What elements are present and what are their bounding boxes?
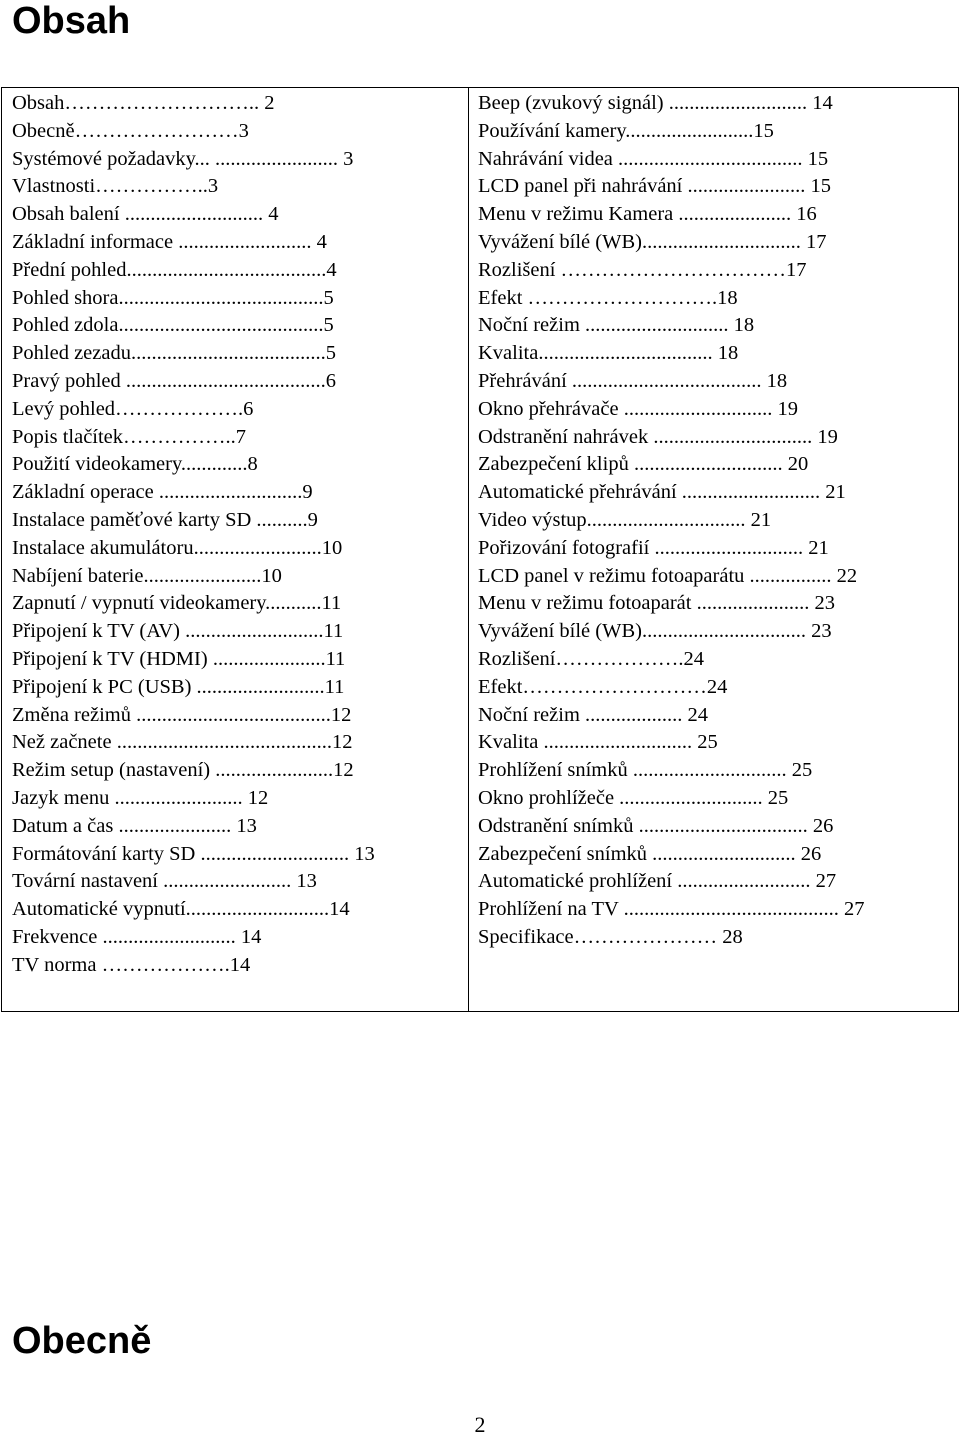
toc-entry[interactable]: Okno přehrávače ............................. 19 bbox=[478, 397, 798, 420]
toc-entry[interactable]: Prohlížení snímků .............................. 25 bbox=[478, 759, 813, 782]
toc-entry[interactable]: Odstranění nahrávek ............................... 19 bbox=[478, 425, 838, 448]
toc-entry[interactable]: Automatické prohlížení .......................... 27 bbox=[478, 870, 837, 893]
toc-entry[interactable]: Pohled zezadu......................................5 bbox=[12, 342, 336, 365]
toc-entry[interactable]: Základní informace .......................... 4 bbox=[12, 230, 327, 253]
column-divider bbox=[468, 88, 469, 1011]
toc-entry[interactable]: Noční režim ................... 24 bbox=[478, 703, 709, 726]
toc-entry[interactable]: Vyvážení bílé (WB)............................... 17 bbox=[478, 230, 827, 253]
toc-entry[interactable]: Používání kamery.........................15 bbox=[478, 119, 774, 142]
toc-entry[interactable]: Obsah……………………….. 2 bbox=[12, 92, 275, 114]
toc-entry[interactable]: Rozlišení……………….24 bbox=[478, 647, 705, 670]
toc-entry[interactable]: Pohled shora........................................5 bbox=[12, 286, 334, 309]
toc-entry[interactable]: Efekt………………………24 bbox=[478, 675, 728, 698]
toc-entry[interactable]: Pohled zdola........................................5 bbox=[12, 314, 334, 337]
toc-right-column bbox=[478, 90, 948, 952]
toc-entry[interactable]: Režim setup (nastavení) .......................12 bbox=[12, 759, 354, 782]
toc-entry[interactable]: Frekvence .......................... 14 bbox=[12, 925, 262, 948]
toc-entry[interactable]: Přehrávání ..................................... 18 bbox=[478, 369, 788, 392]
toc-entry[interactable]: Použití videokamery.............8 bbox=[12, 453, 258, 476]
toc-entry[interactable]: Beep (zvukový signál) ........................... 14 bbox=[478, 92, 833, 114]
toc-entry[interactable]: Odstranění snímků ................................. 26 bbox=[478, 814, 834, 837]
section-heading: Obecně bbox=[12, 1320, 152, 1362]
toc-entry[interactable]: Vlastnosti……………..3 bbox=[12, 175, 219, 198]
toc-entry[interactable]: Prohlížení na TV .......................................... 27 bbox=[478, 898, 865, 921]
toc-entry[interactable]: Systémové požadavky... ........................ 3 bbox=[12, 147, 354, 170]
toc-entry[interactable]: Připojení k TV (AV) ...........................11 bbox=[12, 620, 344, 643]
toc-entry[interactable]: Zapnutí / vypnutí videokamery...........11 bbox=[12, 592, 342, 615]
toc-entry[interactable]: Připojení k TV (HDMI) ......................11 bbox=[12, 647, 346, 670]
toc-entry[interactable]: Efekt ……………………….18 bbox=[478, 286, 738, 309]
toc-entry[interactable]: Specifikace………………… 28 bbox=[478, 925, 743, 948]
toc-entry[interactable]: Připojení k PC (USB) .........................11 bbox=[12, 675, 345, 698]
toc-entry[interactable]: Základní operace ............................9 bbox=[12, 481, 313, 504]
toc-entry[interactable]: Menu v režimu Kamera ...................... 16 bbox=[478, 203, 817, 226]
toc-entry[interactable]: Pořizování fotografií ............................. 21 bbox=[478, 536, 829, 559]
toc-entry[interactable]: Okno prohlížeče ............................ 25 bbox=[478, 786, 789, 809]
toc-entry[interactable]: Obsah balení ........................... 4 bbox=[12, 203, 279, 226]
toc-entry[interactable]: Popis tlačítek……………..7 bbox=[12, 425, 247, 448]
toc-entry[interactable]: Video výstup............................... 21 bbox=[478, 508, 772, 531]
toc-entry[interactable]: LCD panel při nahrávání ....................... 15 bbox=[478, 175, 831, 198]
toc-entry[interactable]: Automatické přehrávání ........................... 21 bbox=[478, 481, 846, 504]
toc-entry[interactable]: Rozlišení ……………………………17 bbox=[478, 258, 807, 281]
toc-entry[interactable]: Obecně……………………3 bbox=[12, 119, 249, 142]
toc-entry[interactable]: Nabíjení baterie.......................10 bbox=[12, 564, 282, 587]
toc-entry[interactable]: Zabezpečení klipů ............................. 20 bbox=[478, 453, 809, 476]
table-of-contents bbox=[1, 87, 959, 1012]
toc-entry[interactable]: Zabezpečení snímků ............................ 26 bbox=[478, 842, 822, 865]
toc-entry[interactable]: Přední pohled.......................................4 bbox=[12, 258, 337, 281]
toc-entry[interactable]: Formátování karty SD ............................. 13 bbox=[12, 842, 375, 865]
page-number: 2 bbox=[474, 1412, 486, 1437]
toc-entry[interactable]: Vyvážení bílé (WB)................................ 23 bbox=[478, 620, 832, 643]
toc-entry[interactable]: Instalace akumulátoru.........................10 bbox=[12, 536, 343, 559]
toc-entry[interactable]: Kvalita.................................. 18 bbox=[478, 342, 739, 365]
toc-entry[interactable]: Automatické vypnutí............................14 bbox=[12, 898, 350, 921]
toc-entry[interactable]: Noční režim ............................ 18 bbox=[478, 314, 755, 337]
toc-entry[interactable]: Nahrávání videa .................................... 15 bbox=[478, 147, 829, 170]
toc-entry[interactable]: Kvalita ............................. 25 bbox=[478, 731, 718, 754]
toc-entry[interactable]: Než začnete ..........................................12 bbox=[12, 731, 353, 754]
toc-entry[interactable]: Pravý pohled .......................................6 bbox=[12, 369, 336, 392]
toc-entry[interactable]: Tovární nastavení ......................... 13 bbox=[12, 870, 317, 893]
toc-entry[interactable]: Instalace paměťové karty SD ..........9 bbox=[12, 508, 318, 531]
toc-entry[interactable]: Jazyk menu ......................... 12 bbox=[12, 786, 269, 809]
toc-entry[interactable]: Menu v režimu fotoaparát ...................... 23 bbox=[478, 592, 835, 615]
toc-left-column bbox=[12, 90, 462, 980]
toc-entry[interactable]: TV norma ……………….14 bbox=[12, 953, 251, 976]
toc-entry[interactable]: LCD panel v režimu fotoaparátu ................ 22 bbox=[478, 564, 858, 587]
page-title: Obsah bbox=[12, 0, 131, 42]
toc-entry[interactable]: Datum a čas ...................... 13 bbox=[12, 814, 257, 837]
toc-entry[interactable]: Levý pohled……………….6 bbox=[12, 397, 254, 420]
toc-entry[interactable]: Změna režimů ......................................12 bbox=[12, 703, 352, 726]
